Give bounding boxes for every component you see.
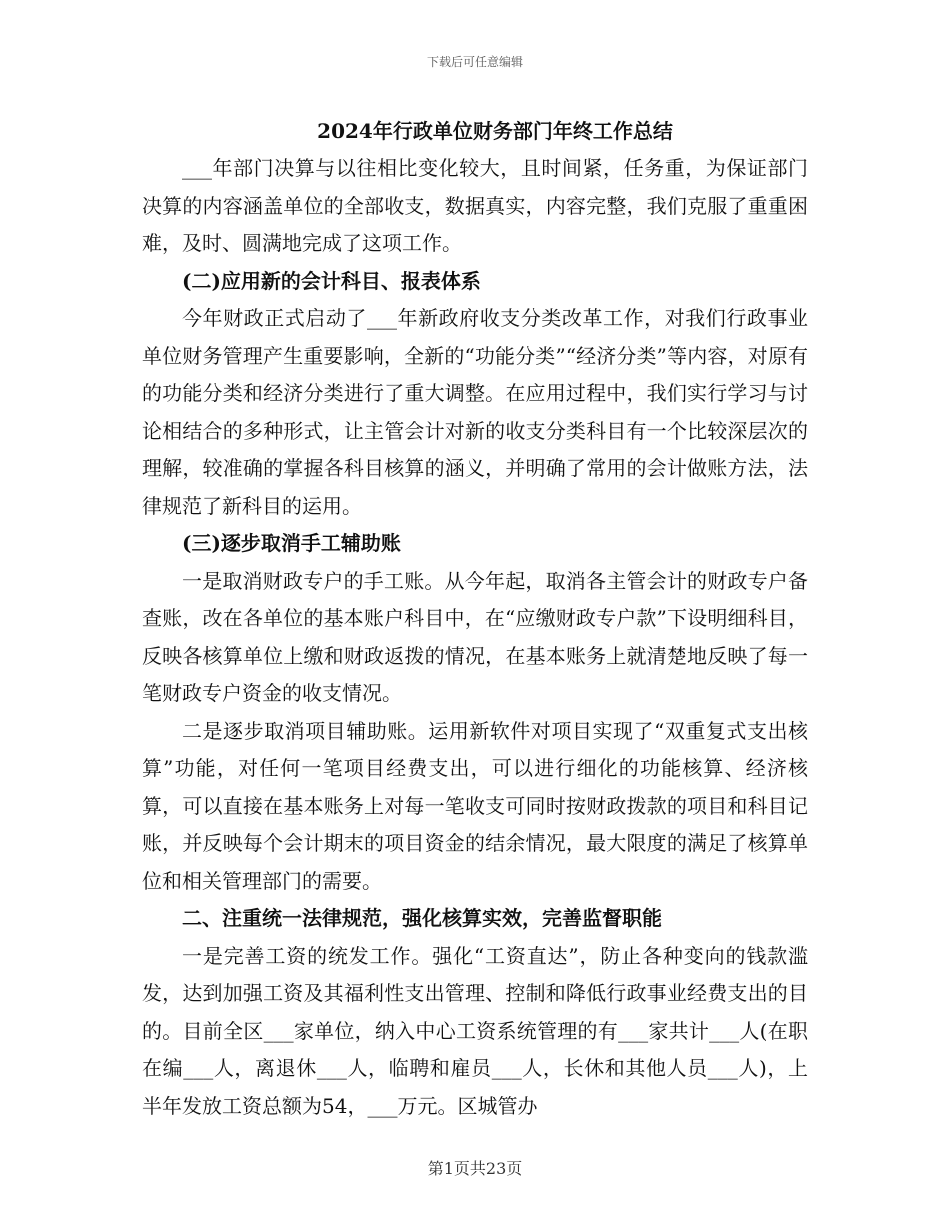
section-heading: (二)应用新的会计科目、报表体系 [182,268,481,293]
section-heading: 二、注重统一法律规范，强化核算实效，完善监督职能 [182,906,662,930]
paragraph: ___年部门决算与以往相比变化较大，且时间紧，任务重，为保证部门决算的内容涵盖单位的全部收支，数据真实，内容完整，我们克服了重重困难，及时、圆满地完成了这项工作。 [142,156,808,255]
paragraph: 一是取消财政专户的手工账。从今年起，取消各主管会计的财政专户备查账，改在各单位的基本账户科目中，在“应缴财政专户款”下设明细科目，反映各核算单位上缴和财政返拨的情况，在基本账务上就清楚地反映了每一笔财政专户资金的收支情况。 [142,568,808,705]
paragraph: 一是完善工资的统发工作。强化“工资直达”，防止各种变向的钱款滥发，达到加强工资及其福利性支出管理、控制和降低行政事业经费支出的目的。目前全区___家单位，纳入中心工资系统管理的有___家共计___人(在职在编___人，离退休___人，临聘和雇员___人，长休和其他人员___人)，上半年发放工资总额为54，___万元。区城管办 [142,943,808,1118]
document-title: 2024年行政单位财务部门年终工作总结 [317,119,673,143]
section-heading: (三)逐步取消手工辅助账 [182,531,401,555]
document-body [142,112,808,1125]
page-header-note: 下载后可任意编辑 [426,55,523,69]
paragraph: 二是逐步取消项目辅助账。运用新软件对项目实现了“双重复式支出核算”功能，对任何一笔项目经费支出，可以进行细化的功能核算、经济核算，可以直接在基本账务上对每一笔收支可同时按财政拨款的项目和科目记账，并反映每个会计期末的项目资金的结余情况，最大限度的满足了核算单位和相关管理部门的需要。 [142,718,808,893]
paragraph: 今年财政正式启动了___年新政府收支分类改革工作，对我们行政事业单位财务管理产生重要影响，全新的“功能分类”“经济分类”等内容，对原有的功能分类和经济分类进行了重大调整。在应用过程中，我们实行学习与讨论相结合的多种形式，让主管会计对新的收支分类科目有一个比较深层次的理解，较准确的掌握各科目核算的涵义，并明确了常用的会计做账方法，法律规范了新科目的运用。 [142,306,808,518]
page-number: 第1页共23页 [427,1159,523,1178]
